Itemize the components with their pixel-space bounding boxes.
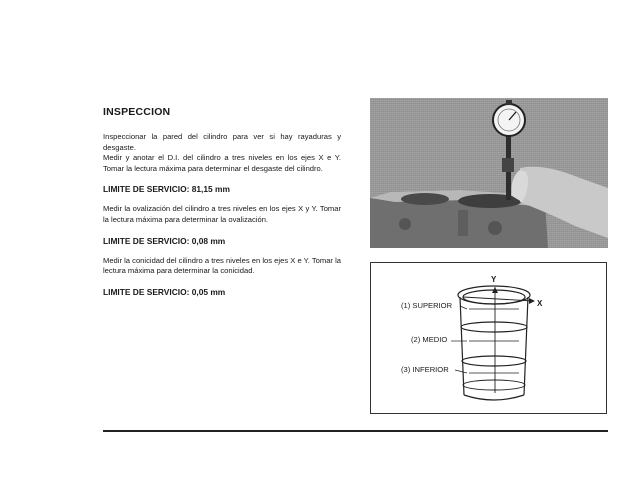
paragraph-measure-diameter: Medir y anotar el D.I. del cilindro a tres niveles en los ejes X e Y. Tomar la lectura máxima para determinar el desgaste del cilindro. [103,153,341,173]
paragraph-ovality: Medir la ovalización del cilindro a tres niveles en los ejes X y Y. Tomar la lectura máxima para determinar la ovalización. [103,204,341,224]
measurement-levels-diagram [370,262,607,414]
label-bottom-level: (3) INFERIOR [401,365,449,374]
section-title: INSPECCION [103,106,171,118]
axis-y-label: Y [491,275,497,284]
service-limit-ovality: LIMITE DE SERVICIO: 0,08 mm [103,235,226,246]
instructions-column [103,106,341,307]
bore-gauge-photo [370,98,608,248]
service-limit-taper: LIMITE DE SERVICIO: 0,05 mm [103,286,226,297]
service-limit-diameter: LIMITE DE SERVICIO: 81,15 mm [103,184,230,195]
paragraph-inspect: Inspeccionar la pared del cilindro para ver si hay rayaduras y desgaste. [103,132,341,152]
label-top-level: (1) SUPERIOR [401,301,453,310]
cylinder-measurement-drawing [371,263,608,415]
label-middle-level: (2) MEDIO [411,335,448,344]
paragraph-taper: Medir la conicidad del cilindro a tres niveles en los ejes X e Y. Tomar la lectura máxima para determinar la conicidad. [103,255,341,276]
footer-divider [103,430,608,432]
axis-x-label: X [537,299,543,308]
bore-gauge-illustration [370,98,608,248]
